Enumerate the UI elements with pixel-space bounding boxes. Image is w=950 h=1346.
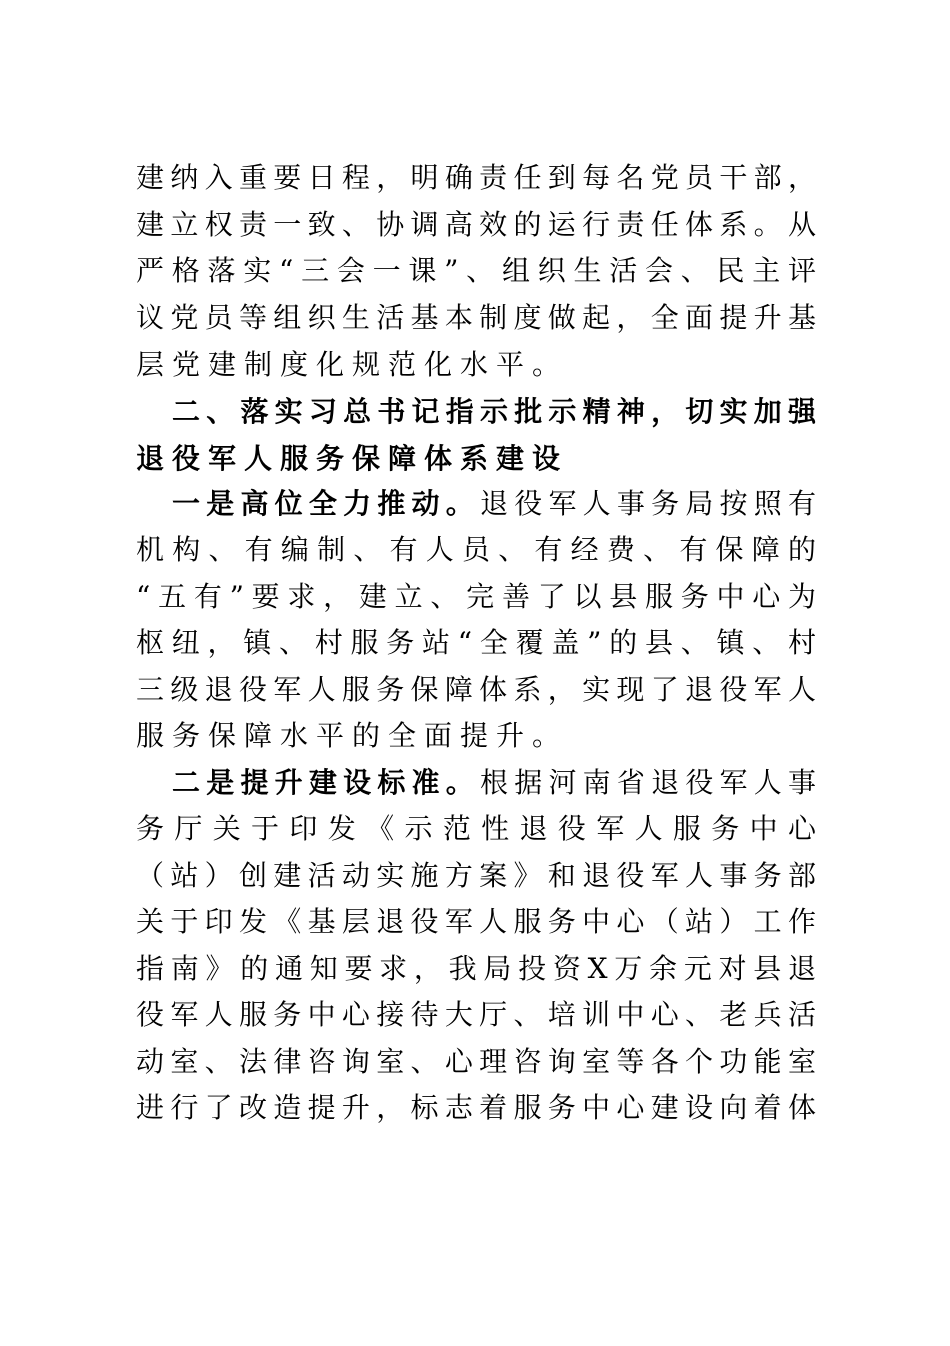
body-text-line: 进行了改造提升，标志着服务中心建设向着体	[136, 1091, 816, 1124]
body-text-line: 动室、法律咨询室、心理咨询室等各个功能室	[136, 1045, 816, 1078]
body-text-line: 枢纽，镇、村服务站“全覆盖”的县、镇、村	[136, 626, 816, 659]
body-text-line: 议党员等组织生活基本制度做起，全面提升基	[136, 301, 816, 334]
body-text-line: 服务保障水平的全面提升。	[136, 719, 569, 752]
body-text: 根据河南省退役军人事	[480, 766, 816, 799]
body-text-line: 役军人服务中心接待大厅、培训中心、老兵活	[136, 998, 816, 1031]
body-text-line: 机构、有编制、有人员、有经费、有保障的	[136, 533, 816, 566]
body-text-line: 建纳入重要日程，明确责任到每名党员干部，	[136, 161, 816, 194]
body-text-line: 严格落实“三会一课”、组织生活会、民主评	[136, 254, 816, 287]
run-in-heading: 二是提升建设标准。	[172, 766, 480, 799]
body-text-line	[172, 763, 816, 803]
run-in-heading: 一是高位全力推动。	[172, 487, 480, 520]
body-text-line: “五有”要求，建立、完善了以县服务中心为	[136, 580, 816, 613]
body-text-line: （站）创建活动实施方案》和退役军人事务部	[136, 859, 816, 892]
body-text-line: 层党建制度化规范化水平。	[136, 348, 569, 381]
body-text-line: 三级退役军人服务保障体系，实现了退役军人	[136, 673, 816, 706]
body-text-line: 指南》的通知要求，我局投资X万余元对县退	[136, 952, 816, 985]
body-text-line	[172, 484, 816, 524]
body-text-line: 关于印发《基层退役军人服务中心（站）工作	[136, 905, 816, 938]
section-heading: 退役军人服务保障体系建设	[136, 442, 569, 475]
body-text: 退役军人事务局按照有	[480, 487, 816, 520]
section-heading: 二、落实习总书记指示批示精神，切实加强	[172, 395, 816, 428]
body-text-line: 建立权责一致、协调高效的运行责任体系。从	[136, 208, 816, 241]
body-text-line: 务厅关于印发《示范性退役军人服务中心	[136, 812, 816, 845]
